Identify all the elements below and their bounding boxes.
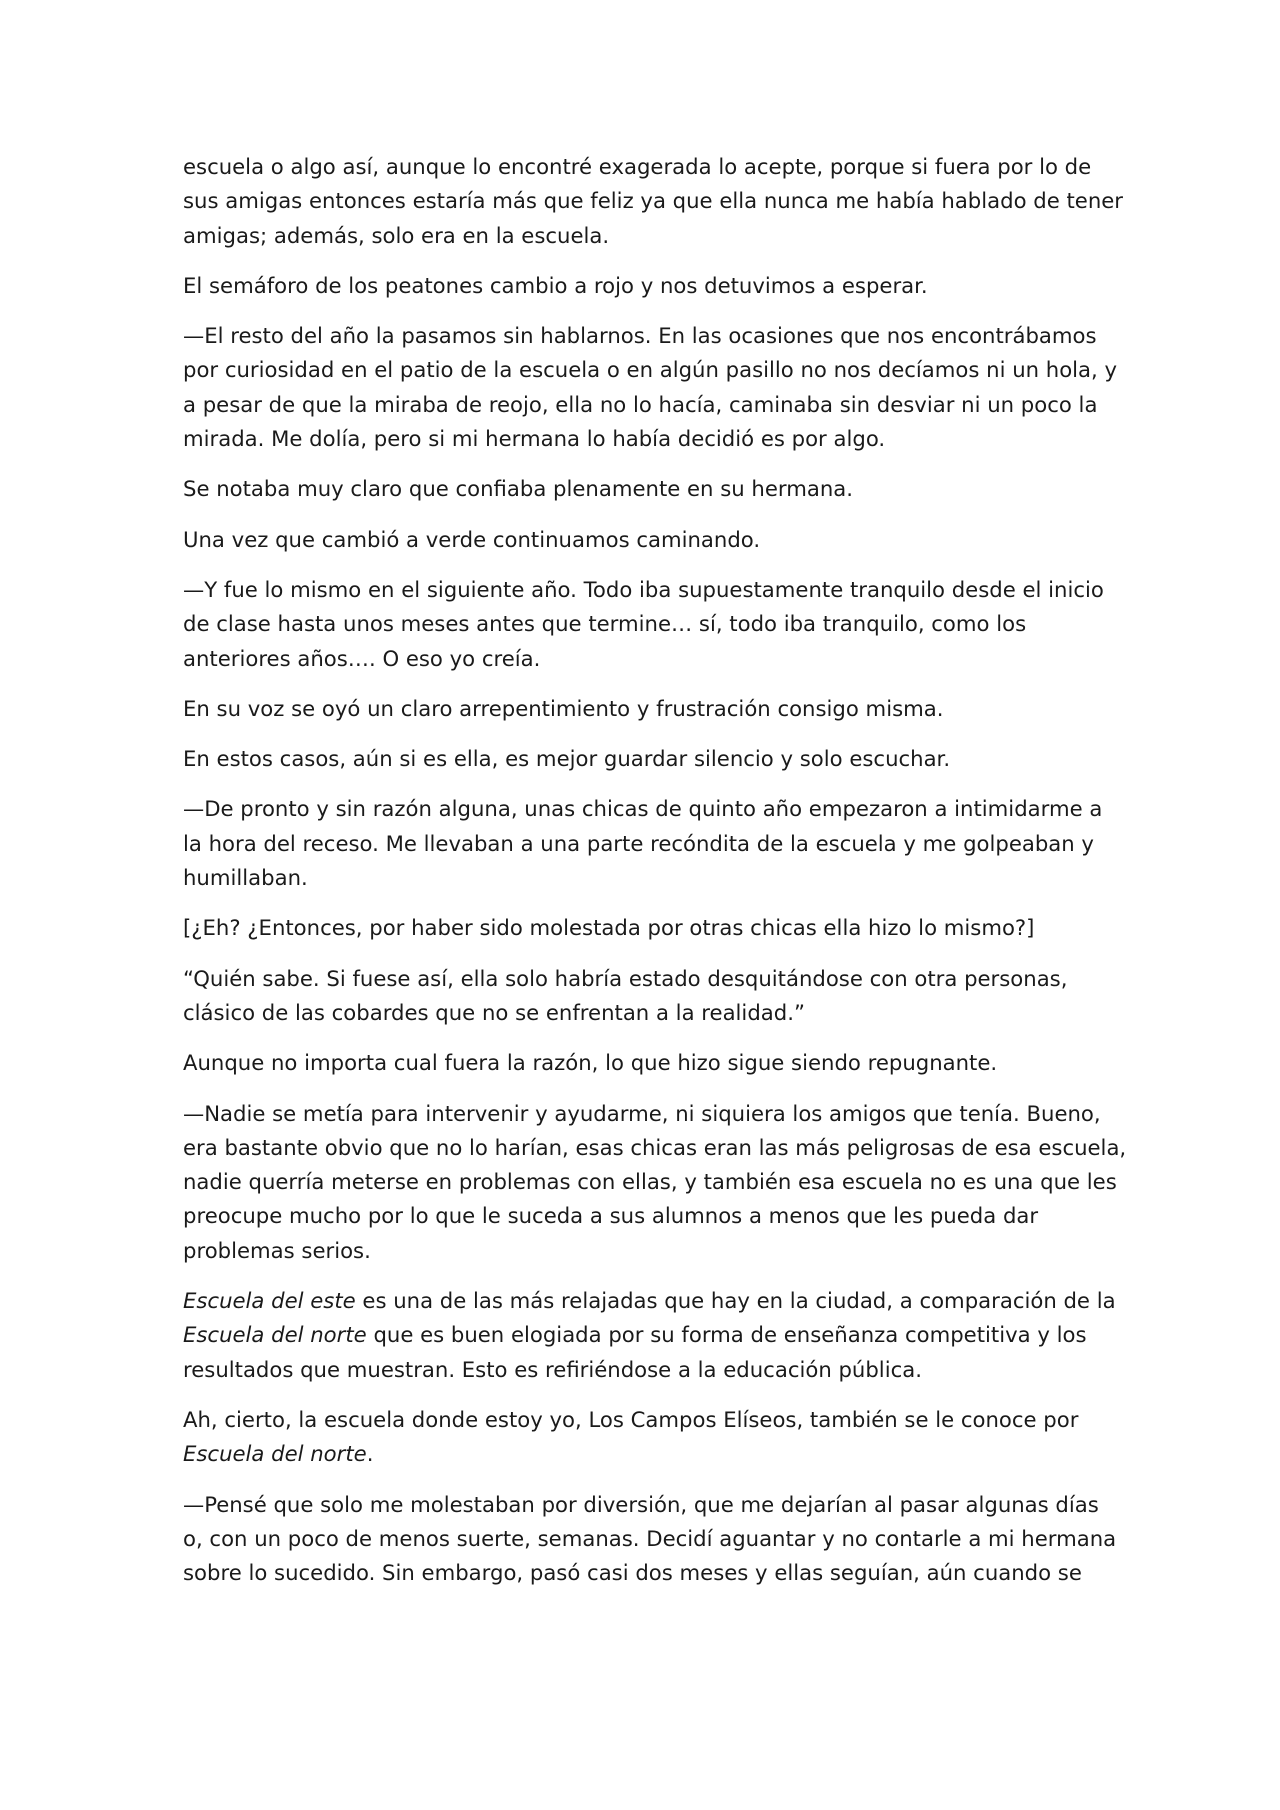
paragraph [183,319,1118,456]
paragraph [183,523,1108,557]
text-line: Ah, cierto, la escuela donde estoy yo, Los Campos Elíseos, también se le conoce por [183,1406,1079,1432]
paragraph [183,1046,1108,1080]
text-line: anteriores años…. O eso yo creía. [183,645,541,671]
text-line: “Quién sabe. Si fuese así, ella solo habría estado desquitándose con otra personas, [183,965,1068,991]
text-line: [¿Eh? ¿Entonces, por haber sido molestada por otras chicas ella hizo lo mismo?] [183,915,1035,941]
text-line: Aunque no importa cual fuera la razón, lo que hizo sigue siendo repugnante. [183,1050,998,1076]
text-line: Se notaba muy claro que confiaba plenamente en su hermana. [183,476,853,502]
document-body [183,150,1127,1606]
text-line: o, con un poco de menos suerte, semanas. Decidí aguantar y no contarle a mi hermana [183,1525,1117,1551]
paragraph [183,742,1108,776]
text-line: por curiosidad en el patio de la escuela o en algún pasillo no nos decíamos ni un hola, y [183,357,1118,383]
text-line: —Nadie se metía para intervenir y ayudarme, ni siquiera los amigos que tenía. Bueno, [183,1100,1101,1126]
paragraph [183,150,1123,253]
paragraph [183,1097,1127,1268]
text-line: Escuela del norte. [183,1441,374,1467]
paragraph [183,1488,1117,1591]
text-line: amigas; además, solo era en la escuela. [183,222,610,248]
text-line: preocupe mucho por lo que le suceda a sus alumnos a menos que les pueda dar [183,1203,1039,1229]
text-line: En su voz se oyó un claro arrepentimiento y frustración consigo misma. [183,695,944,721]
text-line: humillaban. [183,865,308,891]
text-line: En estos casos, aún si es ella, es mejor guardar silencio y solo escuchar. [183,746,951,772]
text-line: sobre lo sucedido. Sin embargo, pasó casi dos meses y ellas seguían, aún cuando se [183,1560,1082,1586]
text-line: clásico de las cobardes que no se enfrentan a la realidad.” [183,999,805,1025]
text-line: Una vez que cambió a verde continuamos caminando. [183,526,761,552]
paragraph [183,573,1108,676]
text-line: —De pronto y sin razón alguna, unas chicas de quinto año empezaron a intimidarme a [183,796,1103,822]
text-line: Escuela del este es una de las más relajadas que hay en la ciudad, a comparación de la [183,1288,1116,1314]
paragraph [183,1403,1108,1472]
paragraph [183,269,1108,303]
text-line: escuela o algo así, aunque lo encontré exagerada lo acepte, porque si fuera por lo de [183,154,1092,179]
paragraph [183,692,1108,726]
text-line: la hora del receso. Me llevaban a una parte recóndita de la escuela y me golpeaban y [183,830,1094,856]
text-line: El semáforo de los peatones cambio a rojo y nos detuvimos a esperar. [183,272,928,298]
text-line: resultados que muestran. Esto es refiriéndose a la educación pública. [183,1356,922,1382]
paragraph [183,1284,1116,1387]
text-line: era bastante obvio que no lo harían, esas chicas eran las más peligrosas de esa escuela, [183,1134,1127,1160]
paragraph [183,962,1108,1031]
text-line: a pesar de que la miraba de reojo, ella no lo hacía, caminaba sin desviar ni un poco la [183,391,1098,417]
text-line: problemas serios. [183,1237,371,1263]
text-line: —Pensé que solo me molestaban por diversión, que me dejarían al pasar algunas días [183,1491,1099,1517]
text-line: de clase hasta unos meses antes que termine… sí, todo iba tranquilo, como los [183,611,1027,637]
text-line: sus amigas entonces estaría más que feliz ya que ella nunca me había hablado de tener [183,188,1123,214]
text-line: nadie querría meterse en problemas con ellas, y también esa escuela no es una que les [183,1169,1117,1195]
paragraph [183,472,1108,506]
paragraph [183,911,1108,945]
text-line: —El resto del año la pasamos sin hablarnos. En las ocasiones que nos encontrábamos [183,323,1097,349]
text-line: mirada. Me dolía, pero si mi hermana lo había decidió es por algo. [183,426,886,452]
paragraph [183,792,1108,895]
text-line: Escuela del norte que es buen elogiada por su forma de enseñanza competitiva y los [183,1322,1087,1348]
text-line: —Y fue lo mismo en el siguiente año. Todo iba supuestamente tranquilo desde el inicio [183,576,1104,602]
